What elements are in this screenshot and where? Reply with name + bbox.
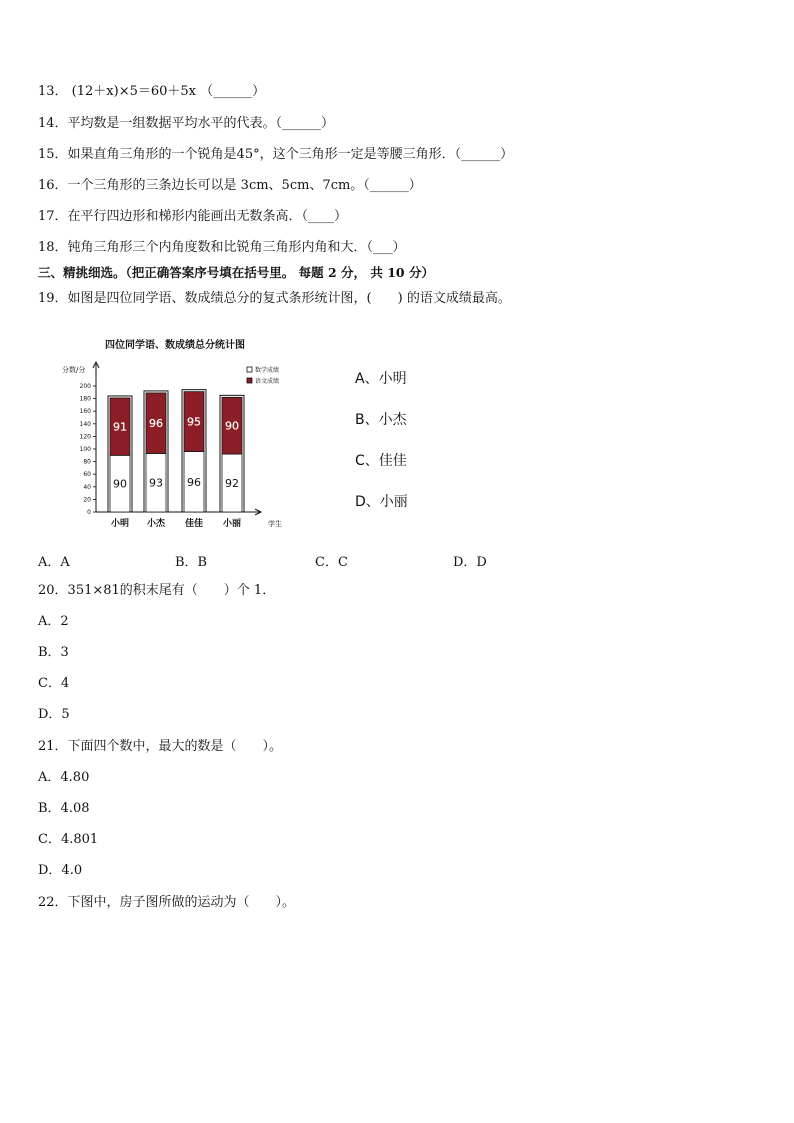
q20-option-c[interactable]: C．4	[38, 676, 70, 691]
bar-label-chinese: 91	[113, 420, 127, 434]
y-axis-label: 分数/分	[62, 366, 86, 374]
legend-label-chinese: 语文成绩	[255, 378, 280, 385]
bar-chart	[60, 336, 290, 538]
q21-option-b[interactable]: B．4.08	[38, 801, 90, 816]
y-tick-label: 140	[79, 420, 91, 428]
question-19: 19．如图是四位同学语、数成绩总分的复式条形统计图，( ) 的语文成绩最高。	[38, 291, 511, 306]
question-18: 18．钝角三角形三个内角度数和比锐角三角形内角和大．（___）	[38, 240, 406, 255]
bar-label-math: 92	[225, 477, 239, 491]
option-b[interactable]: B．B	[175, 555, 208, 570]
legend-label-math: 数学成绩	[255, 367, 280, 374]
x-axis-label: 学生	[268, 520, 282, 528]
y-tick-label: 40	[83, 483, 91, 491]
question-16: 16．一个三角形的三条边长可以是 3cm、5cm、7cm。（______）	[38, 178, 422, 193]
question-20: 20．351×81的积末尾有（ ）个 1．	[38, 583, 276, 598]
question-17: 17．在平行四边形和梯形内能画出无数条高．（____）	[38, 209, 348, 224]
q20-option-b[interactable]: B．3	[38, 645, 69, 660]
question-14: 14．平均数是一组数据平均水平的代表。（______）	[38, 116, 335, 131]
option-c[interactable]: C．C	[315, 555, 348, 570]
option-a[interactable]: A．A	[38, 555, 70, 570]
bar-label-chinese: 90	[225, 419, 239, 433]
y-tick-label: 180	[79, 395, 91, 403]
legend-swatch-chinese	[247, 378, 252, 383]
q20-option-a[interactable]: A．2	[38, 614, 69, 629]
bar-label-math: 90	[113, 477, 127, 491]
question-22: 22．下图中，房子图所做的运动为（ ）。	[38, 895, 296, 910]
legend-swatch-math	[247, 367, 252, 372]
bar-label-math: 96	[187, 475, 201, 489]
section-heading: 三、精挑细选。（把正确答案序号填在括号里。 每题 2 分， 共 10 分）	[38, 265, 434, 280]
question-15: 15．如果直角三角形的一个锐角是45°，这个三角形一定是等腰三角形．（______）	[38, 147, 514, 162]
question-19-options	[38, 551, 598, 569]
y-tick-label: 160	[79, 408, 91, 416]
y-tick-label: 0	[87, 509, 91, 516]
bar-label-chinese: 95	[187, 415, 201, 429]
q21-option-c[interactable]: C．4.801	[38, 832, 99, 847]
category-label: 小丽	[222, 519, 242, 529]
question-21: 21．下面四个数中，最大的数是（ ）。	[38, 739, 283, 754]
option-d[interactable]: D．D	[453, 555, 487, 570]
question-13: 13． (12＋x)×5＝60＋5x （______）	[38, 84, 266, 99]
y-tick-label: 200	[79, 383, 91, 390]
y-tick-label: 60	[83, 471, 91, 479]
chart-choice-b: B、小杰	[355, 412, 407, 428]
category-label: 佳佳	[184, 519, 204, 529]
bar-label-math: 93	[149, 476, 163, 490]
y-tick-label: 20	[83, 496, 91, 504]
bar-chart-svg	[60, 336, 290, 538]
y-tick-label: 120	[79, 433, 91, 441]
y-tick-label: 80	[83, 458, 91, 466]
chart-choice-a: A、小明	[355, 371, 407, 387]
q21-option-d[interactable]: D．4.0	[38, 863, 83, 878]
chart-title: 四位同学语、数成绩总分统计图	[105, 340, 245, 351]
category-label: 小杰	[146, 519, 166, 529]
chart-choice-c: C、佳佳	[355, 453, 407, 469]
category-label: 小明	[110, 519, 130, 529]
q20-option-d[interactable]: D．5	[38, 707, 70, 722]
bar-label-chinese: 96	[149, 417, 163, 431]
y-tick-label: 100	[79, 446, 91, 453]
q21-option-a[interactable]: A．4.80	[38, 770, 90, 785]
chart-choice-d: D、小丽	[355, 494, 408, 510]
